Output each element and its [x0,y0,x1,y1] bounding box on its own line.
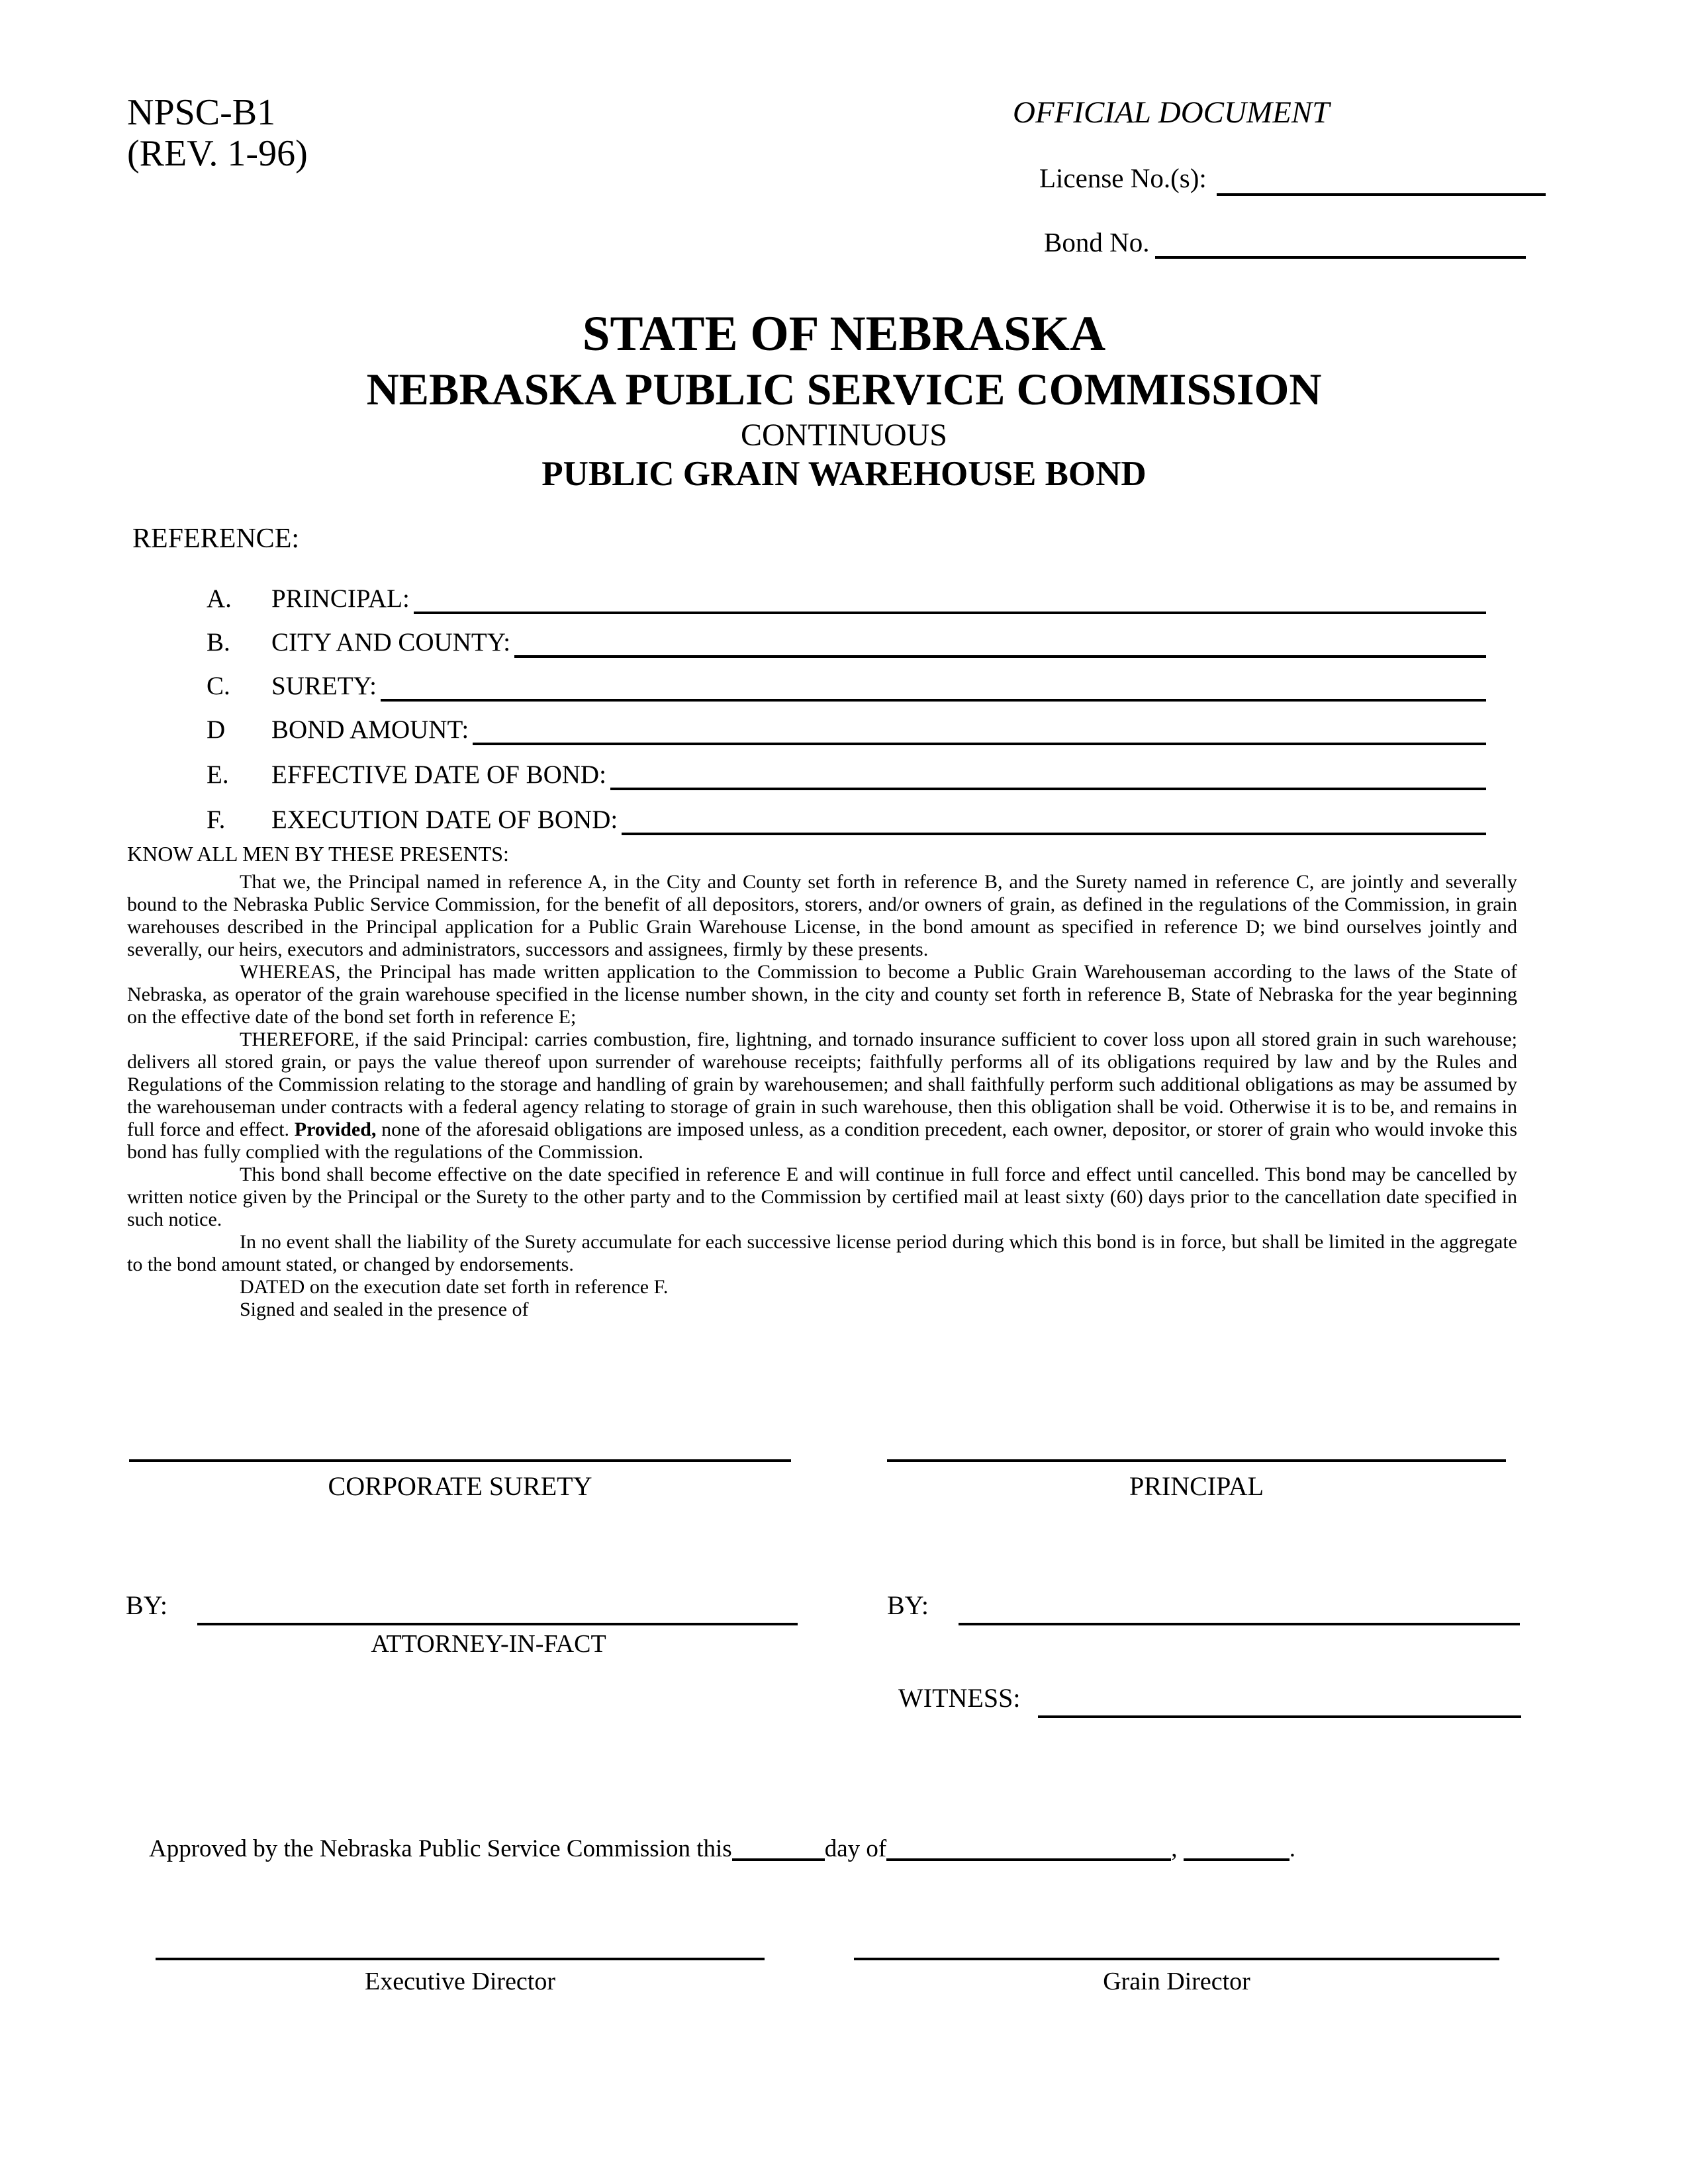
approval-year-blank[interactable] [1184,1839,1289,1861]
reference-row-principal [207,584,1486,615]
title-continuous: CONTINUOUS [741,418,947,453]
reference-label: EXECUTION DATE OF BOND: [271,805,618,834]
principal-blank[interactable] [414,584,1486,614]
reference-label: PRINCIPAL: [271,584,410,613]
provided-bold-text: Provided, [294,1118,377,1140]
approval-day-blank[interactable] [732,1839,825,1861]
attorney-in-fact-label: ATTORNEY-IN-FACT [371,1630,606,1658]
reference-label: SURETY: [271,672,377,700]
reference-row-surety [207,671,1486,703]
approval-month-blank[interactable] [886,1839,1171,1861]
bond-no-blank[interactable] [1155,256,1526,259]
execution-date-blank[interactable] [622,805,1486,835]
reference-label: BOND AMOUNT: [271,715,469,744]
body-paragraph: WHEREAS, the Principal has made written application to the Commission to become a Public Grain Warehouseman according to the laws of the State of Nebraska, as operator of the grain warehouse specified in the license number shown, in the city and county set forth in reference B, State of Nebraska for the year beginning on the effective date of the bond set forth in reference E; [127,961,1517,1028]
form-code: NPSC-B1 [127,92,276,133]
reference-letter: F. [207,805,226,834]
body-paragraph-text: THEREFORE, if the said Principal: carries combustion, fire, lightning, and tornado insurance sufficient to cover loss upon all stored grain in such warehouse; delivers all stored grain, or pays the value thereof upon surrender of warehouse receipts; faithfully performs all of its obligations required by law and by the Rules and Regulations of the Commission relating to the storage and handling of grain by warehousemen; and shall faithfully perform such additional obligations as may be assumed by the warehouseman under contracts with a federal agency relating to storage of grain in such warehouse, then this obligation shall be void. Otherwise it is to be, and remains in full force and effect. [127,1028,1517,1140]
official-document-label: OFFICIAL DOCUMENT [1013,95,1330,130]
approval-period: . [1289,1835,1295,1862]
principal-signature-line[interactable] [887,1459,1506,1462]
reference-letter: A. [207,584,232,613]
form-revision: (REV. 1-96) [127,133,308,174]
license-no-label: License No.(s): [1039,163,1207,193]
by-left-label: BY: [126,1590,168,1620]
dated-line: DATED on the execution date set forth in reference F. [240,1276,669,1298]
title-state: STATE OF NEBRASKA [582,306,1106,361]
city-county-blank[interactable] [514,627,1486,658]
by-right-label: BY: [887,1590,929,1620]
bond-no-label: Bond No. [1044,227,1150,257]
witness-label: WITNESS: [898,1683,1021,1713]
reference-heading: REFERENCE: [132,523,300,554]
corporate-surety-signature-line[interactable] [129,1459,791,1462]
reference-letter: B. [207,628,230,657]
title-commission: NEBRASKA PUBLIC SERVICE COMMISSION [366,364,1322,414]
title-bond-type: PUBLIC GRAIN WAREHOUSE BOND [541,455,1147,493]
day-of-label: day of [824,1835,887,1862]
reference-letter: E. [207,760,229,789]
reference-letter: C. [207,672,230,700]
reference-label: CITY AND COUNTY: [271,628,511,657]
bond-amount-blank[interactable] [473,715,1486,745]
body-paragraph: This bond shall become effective on the date specified in reference E and will continue in full force and effect until cancelled. This bond may be cancelled by written notice given by the Principal or the Surety to the other party and to the Commission by certified mail at least sixty (60) days prior to the cancellation date specified in such notice. [127,1163,1517,1230]
body-paragraph [127,1028,1517,1163]
attorney-signature-line[interactable] [197,1623,798,1625]
grain-director-label: Grain Director [1103,1968,1250,1995]
reference-row-effective-date [207,760,1486,792]
body-paragraph-text: none of the aforesaid obligations are imposed unless, as a condition precedent, each owner, depositor, or storer of grain who would invoke this bond has fully complied with the regulations of the Commission. [127,1118,1518,1163]
reference-label: EFFECTIVE DATE OF BOND: [271,760,606,789]
reference-letter: D [207,715,226,744]
effective-date-blank[interactable] [610,760,1486,790]
executive-director-signature-line[interactable] [156,1958,765,1960]
body-paragraph: That we, the Principal named in reference A, in the City and County set forth in reference B, and the Surety named in reference C, are jointly and severally bound to the Nebraska Public Service Commission, for the benefit of all depositors, storers, and/or owners of grain, as defined in the regulations of the Commission, in grain warehouses described in the Principal application for a Public Grain Warehouse License, in the bond amount as specified in reference D; we bind ourselves jointly and severally, our heirs, executors and administrators, successors and assignees, firmly by these presents. [127,871,1517,960]
license-no-blank[interactable] [1217,193,1546,196]
bond-body-text [127,871,1517,1321]
grain-director-signature-line[interactable] [854,1958,1499,1960]
approval-line [149,1835,1295,1863]
reference-row-bond-amount [207,715,1486,747]
principal-label: PRINCIPAL [1129,1471,1264,1501]
corporate-surety-label: CORPORATE SURETY [328,1471,592,1501]
approval-text: Approved by the Nebraska Public Service Commission this [149,1835,732,1862]
approval-comma: , [1171,1835,1178,1862]
surety-blank[interactable] [381,671,1486,702]
executive-director-label: Executive Director [364,1968,556,1995]
principal-by-signature-line[interactable] [959,1623,1520,1625]
signed-sealed-line: Signed and sealed in the presence of [240,1298,529,1320]
presents-heading: KNOW ALL MEN BY THESE PRESENTS: [127,842,509,866]
reference-row-execution-date [207,805,1486,837]
reference-row-city-county [207,627,1486,659]
witness-signature-line[interactable] [1038,1715,1521,1718]
body-paragraph: In no event shall the liability of the Surety accumulate for each successive license period during which this bond is in force, but shall be limited in the aggregate to the bond amount stated, or changed by endorsements. [127,1231,1517,1275]
